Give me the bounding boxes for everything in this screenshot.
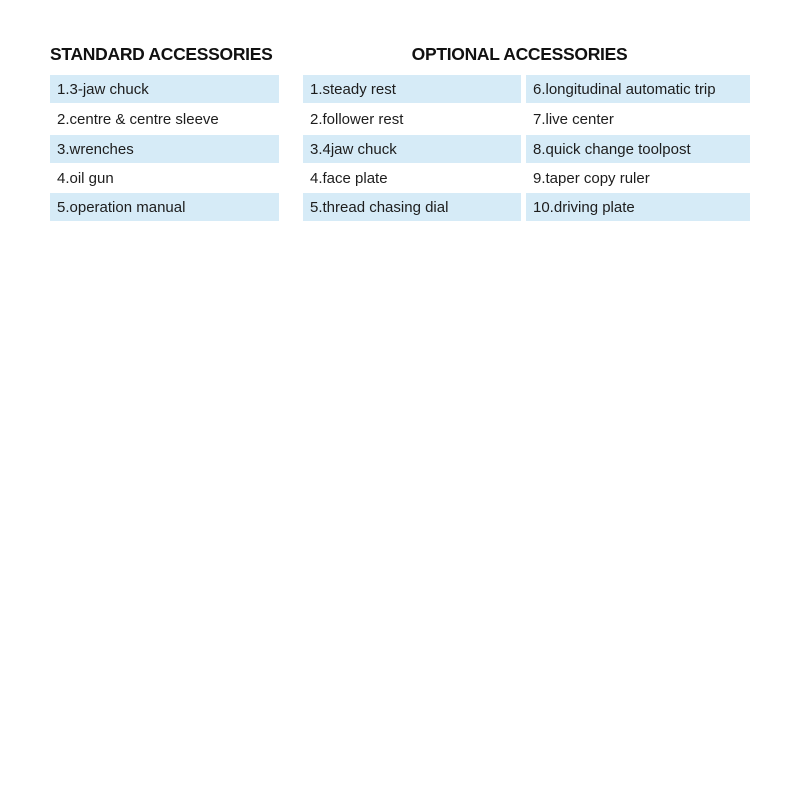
optional-accessories-heading: OPTIONAL ACCESSORIES (411, 44, 628, 64)
list-item: 2.follower rest (310, 110, 404, 128)
list-item: 4.face plate (310, 169, 388, 187)
list-item: 10.driving plate (526, 193, 750, 221)
list-item: 9.taper copy ruler (533, 169, 650, 187)
list-item: 5.operation manual (50, 193, 279, 221)
optional-accessories-list-right (526, 75, 750, 221)
standard-accessories-heading: STANDARD ACCESSORIES (50, 44, 273, 64)
list-item: 1.steady rest (303, 75, 521, 103)
list-item: 3.wrenches (50, 135, 279, 163)
optional-accessories-list-left (303, 75, 521, 221)
list-item: 8.quick change toolpost (526, 135, 750, 163)
list-item: 3.4jaw chuck (303, 135, 521, 163)
list-item: 7.live center (533, 110, 614, 128)
list-item: 1.3-jaw chuck (50, 75, 279, 103)
list-item: 2.centre & centre sleeve (57, 110, 219, 128)
list-item: 4.oil gun (57, 169, 114, 187)
standard-accessories-list (50, 75, 279, 221)
list-item: 5.thread chasing dial (303, 193, 521, 221)
list-item: 6.longitudinal automatic trip (526, 75, 750, 103)
